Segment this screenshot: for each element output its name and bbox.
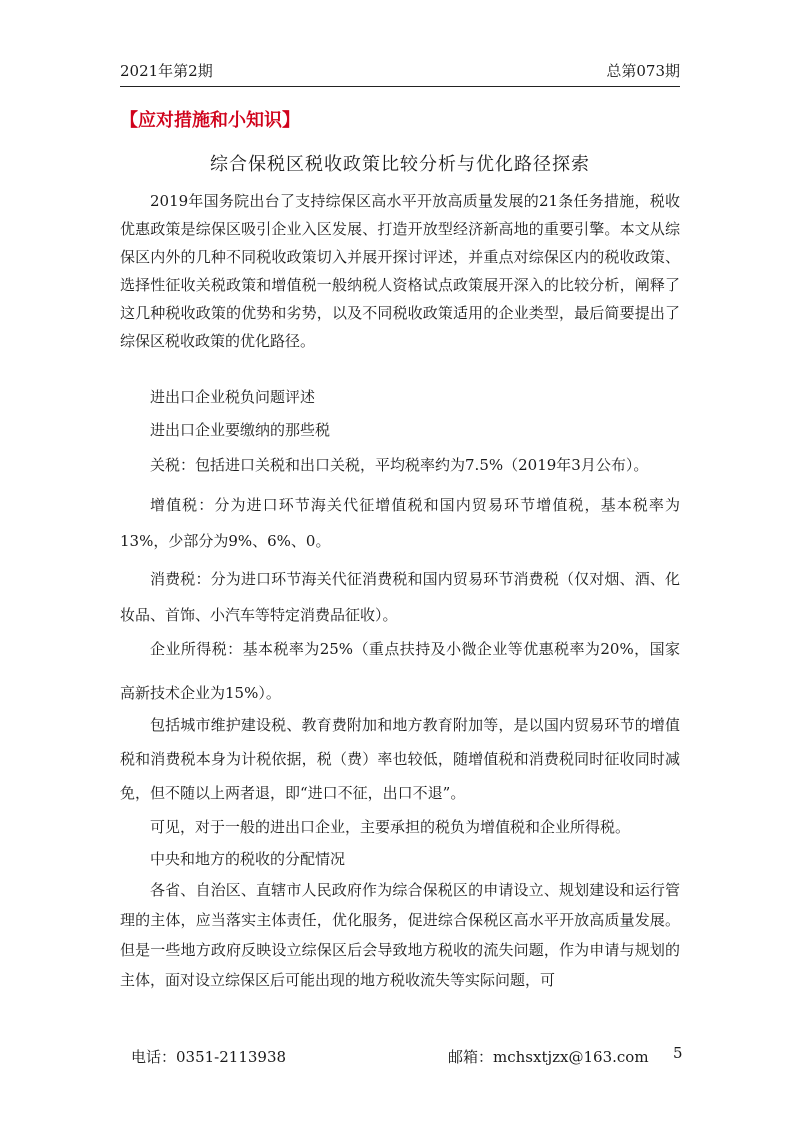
paragraph-conclusion: 可见，对于一般的进出口企业，主要承担的税负为增值税和企业所得税。 bbox=[150, 818, 631, 836]
footer-email: 邮箱：mchsxtjzx@163.com bbox=[448, 1048, 649, 1066]
paragraph-abstract: 2019年国务院出台了支持综保区高水平开放高质量发展的21条任务措施，税收优惠政策是综保区吸引企业入区发展、打造开放型经济新高地的重要引擎。本文从综保区内外的几种不同税收政策切入并展开探讨评述，并重点对综保区内的税收政策、选择性征收关税政策和增值税一般纳税人资格试点政策展开深入的比较分析，阐释了这几种税收政策的优势和劣势，以及不同税收政策适用的企业类型，最后简要提出了综保区税收政策的优化路径。 bbox=[120, 192, 680, 350]
paragraph-tariff: 关税：包括进口关税和出口关税，平均税率约为7.5%（2019年3月公布）。 bbox=[150, 456, 649, 474]
footer-phone: 电话：0351-2113938 bbox=[131, 1048, 287, 1066]
subheading-tax-burden: 进出口企业税负问题评述 bbox=[150, 388, 316, 406]
page-header bbox=[120, 58, 680, 87]
paragraph-income-tax: 企业所得税：基本税率为25%（重点扶持及小微企业等优惠税率为20%，国家高新技术企业为15%）。 bbox=[120, 640, 680, 702]
paragraph-provinces: 各省、自治区、直辖市人民政府作为综合保税区的申请设立、规划建设和运行管理的主体，应当落实主体责任，优化服务，促进综合保税区高水平开放高质量发展。但是一些地方政府反映设立综保区后会导致地方税收的流失问题，作为申请与规划的主体，面对设立综保区后可能出现的地方税收流失等实际问题，可 bbox=[120, 881, 680, 989]
section-label: 【应对措施和小知识】 bbox=[120, 110, 300, 131]
total-issue-label: 总第073期 bbox=[606, 62, 680, 80]
subheading-tax-distribution: 中央和地方的税收的分配情况 bbox=[150, 850, 346, 868]
subheading-taxes-paid: 进出口企业要缴纳的那些税 bbox=[150, 421, 331, 439]
page-number: 5 bbox=[673, 1044, 683, 1062]
paragraph-consumption-tax: 消费税：分为进口环节海关代征消费税和国内贸易环节消费税（仅对烟、酒、化妆品、首饰、小汽车等特定消费品征收）。 bbox=[120, 570, 680, 624]
article-title: 综合保税区税收政策比较分析与优化路径探索 bbox=[210, 154, 590, 175]
issue-label: 2021年第2期 bbox=[120, 62, 213, 80]
paragraph-surcharges: 包括城市维护建设税、教育费附加和地方教育附加等，是以国内贸易环节的增值税和消费税本身为计税依据，税（费）率也较低，随增值税和消费税同时征收同时减免，但不随以上两者退，即“进口不征，出口不退”。 bbox=[120, 716, 680, 802]
paragraph-vat: 增值税：分为进口环节海关代征增值税和国内贸易环节增值税，基本税率为13%，少部分为9%、6%、0。 bbox=[120, 496, 680, 550]
